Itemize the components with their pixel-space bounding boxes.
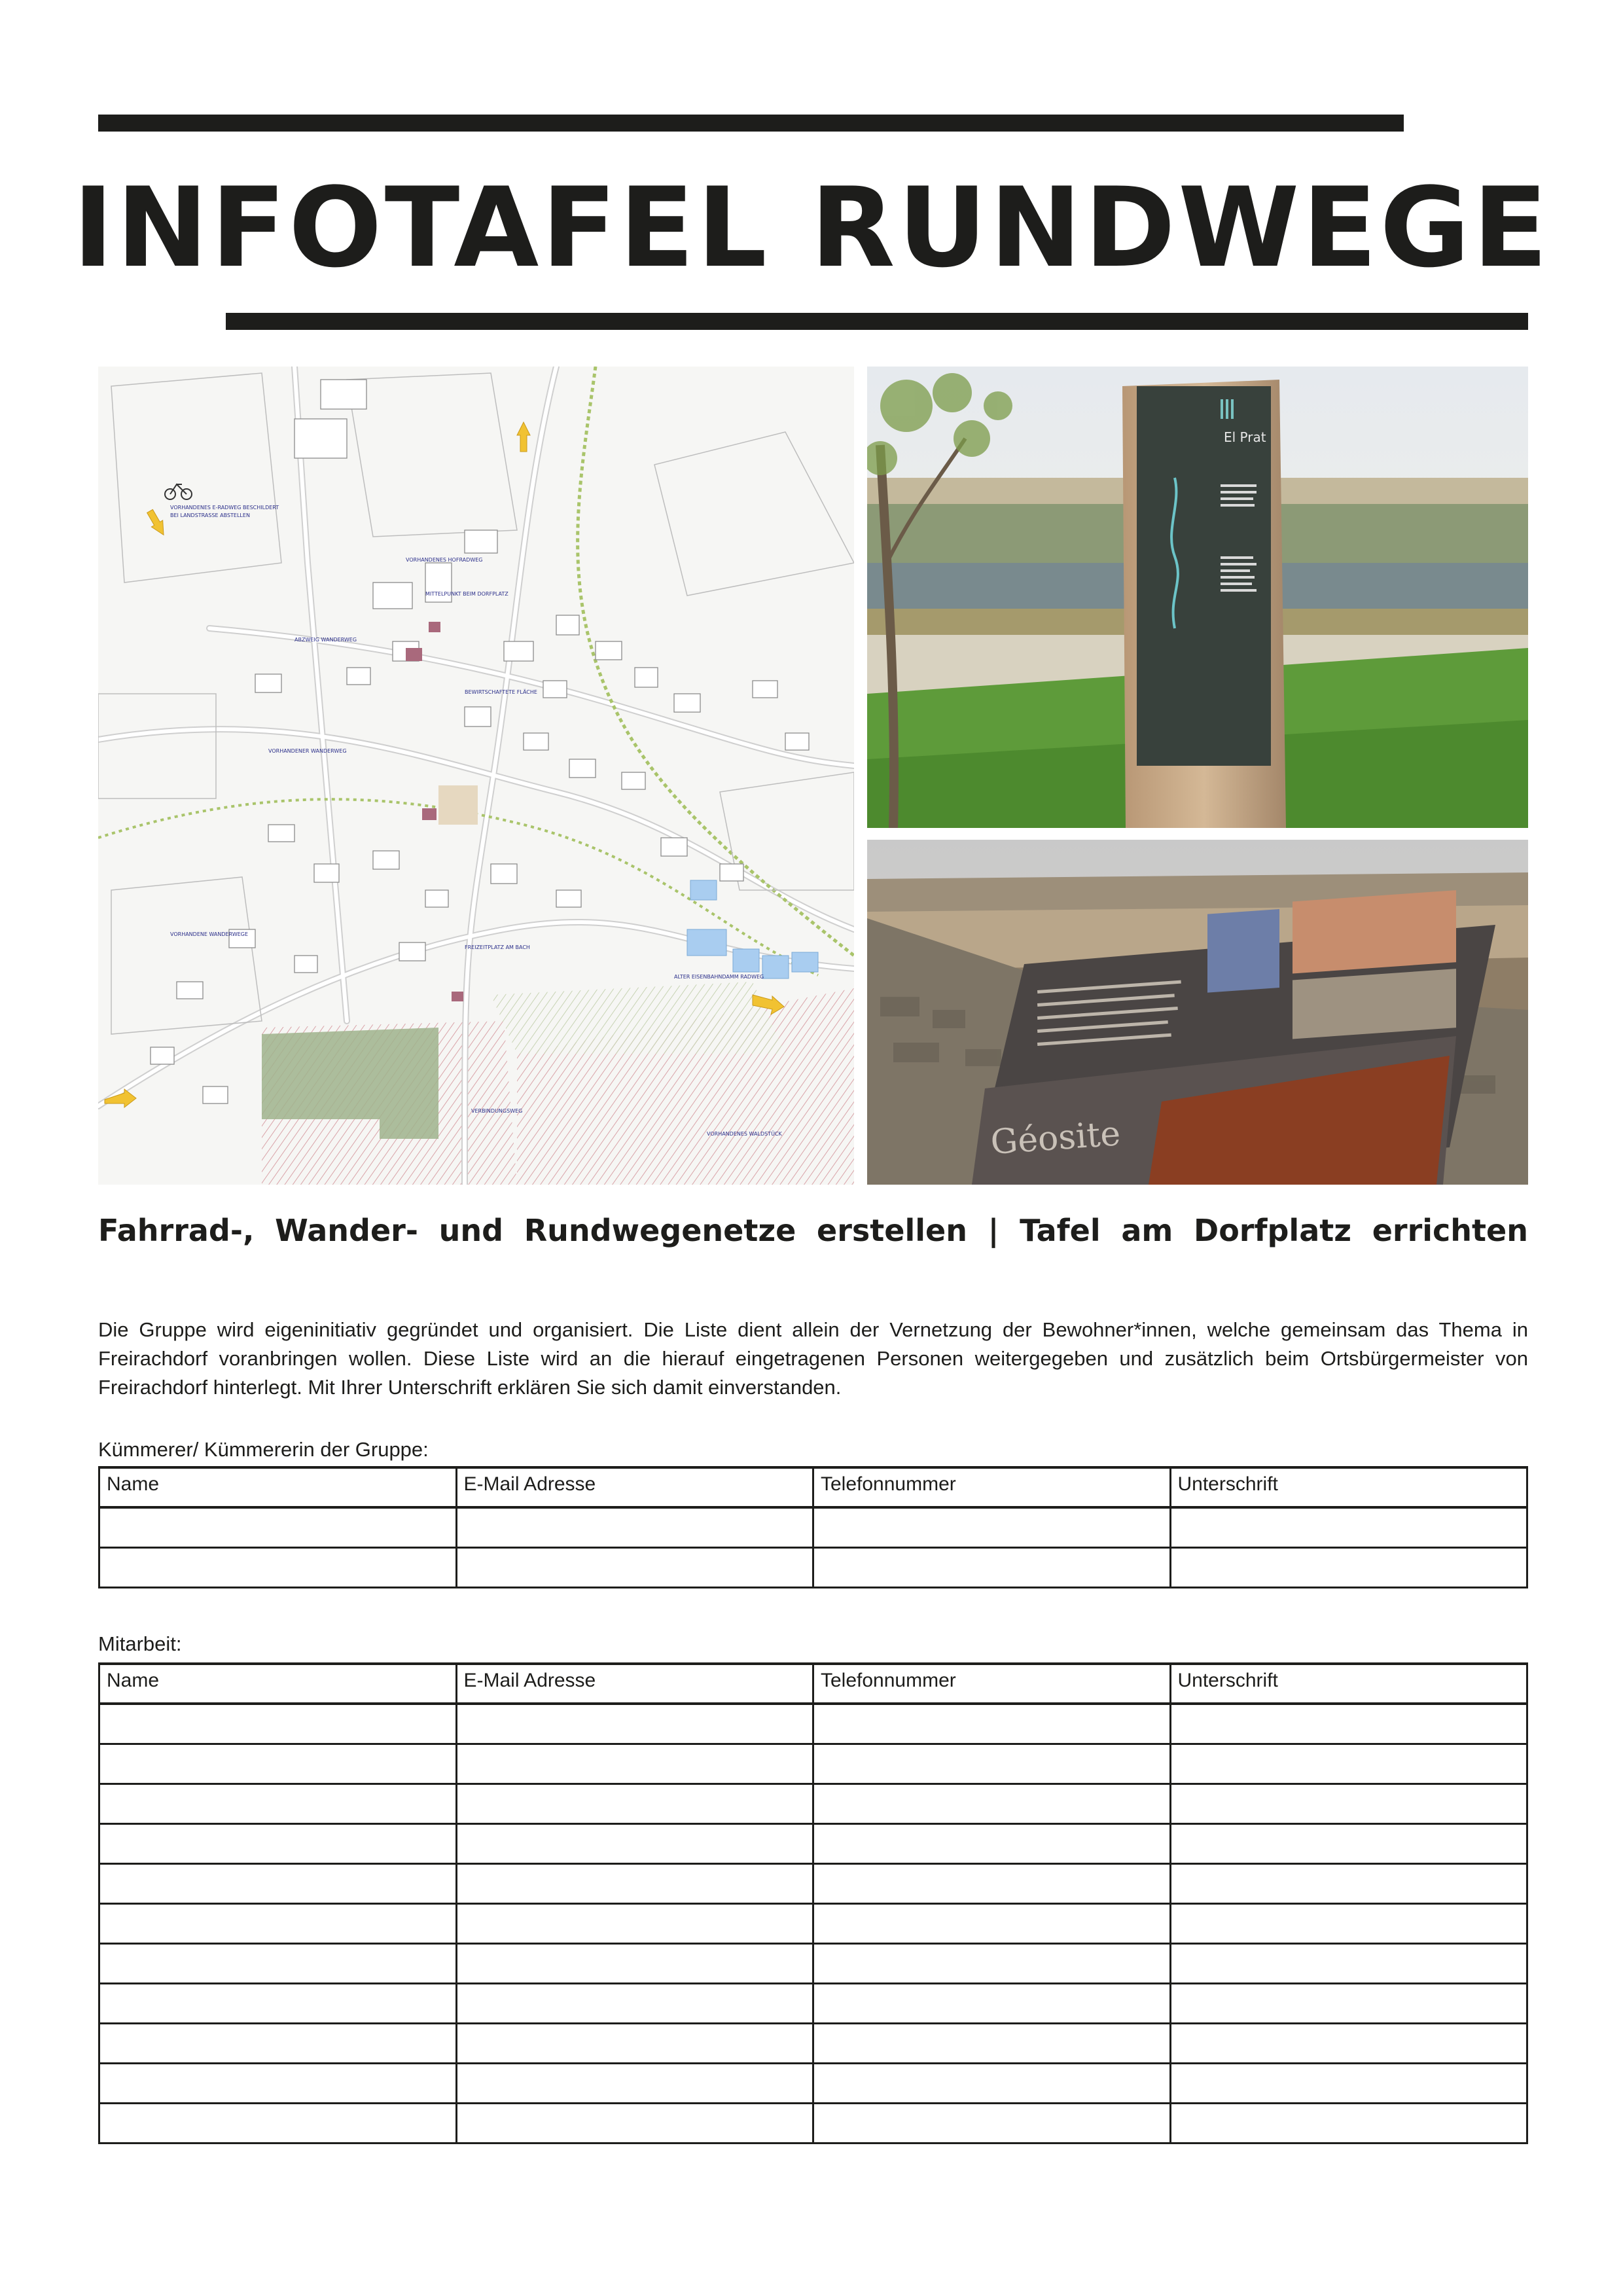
email-cell[interactable] xyxy=(456,2103,813,2143)
name-cell[interactable] xyxy=(99,1744,457,1784)
top-rule xyxy=(98,115,1404,132)
bottom-rule xyxy=(226,313,1528,330)
phone-cell[interactable] xyxy=(813,2063,1171,2103)
phone-cell[interactable] xyxy=(813,1983,1171,2023)
name-cell[interactable] xyxy=(99,1784,457,1823)
name-cell[interactable] xyxy=(99,2103,457,2143)
signature-cell[interactable] xyxy=(1170,1903,1527,1943)
signature-cell[interactable] xyxy=(1170,2023,1527,2063)
name-cell[interactable] xyxy=(99,1983,457,2023)
email-cell[interactable] xyxy=(456,1547,813,1587)
page-title: INFOTAFEL RUNDWEGE xyxy=(73,164,1550,292)
email-cell[interactable] xyxy=(456,1744,813,1784)
mitarbeit-label: Mitarbeit: xyxy=(98,1632,182,1655)
village-map-image xyxy=(98,367,854,1185)
name-cell[interactable] xyxy=(99,1507,457,1547)
svg-text:El Prat: El Prat xyxy=(1224,429,1266,445)
svg-text:VORHANDENES WALDSTÜCK: VORHANDENES WALDSTÜCK xyxy=(707,1131,782,1137)
phone-cell[interactable] xyxy=(813,1823,1171,1863)
column-header-phone: Telefonnummer xyxy=(813,1467,1171,1507)
mitarbeit-row xyxy=(99,1863,1527,1903)
signature-cell[interactable] xyxy=(1170,1863,1527,1903)
column-header-email: E-Mail Adresse xyxy=(456,1467,813,1507)
signpost-photo xyxy=(867,367,1528,828)
column-header-name: Name xyxy=(99,1467,457,1507)
svg-text:VORHANDENER WANDERWEG: VORHANDENER WANDERWEG xyxy=(268,748,347,754)
phone-cell[interactable] xyxy=(813,1903,1171,1943)
svg-text:ALTER EISENBAHNDAMM RADWEG: ALTER EISENBAHNDAMM RADWEG xyxy=(674,974,764,980)
phone-cell[interactable] xyxy=(813,1744,1171,1784)
email-cell[interactable] xyxy=(456,1983,813,2023)
phone-cell[interactable] xyxy=(813,1784,1171,1823)
name-cell[interactable] xyxy=(99,1903,457,1943)
phone-cell[interactable] xyxy=(813,1704,1171,1744)
email-cell[interactable] xyxy=(456,1784,813,1823)
name-cell[interactable] xyxy=(99,1704,457,1744)
name-cell[interactable] xyxy=(99,1943,457,1983)
email-cell[interactable] xyxy=(456,1823,813,1863)
svg-text:VORHANDENES E-RADWEG BESCHILDE: VORHANDENES E-RADWEG BESCHILDERT xyxy=(170,505,279,511)
column-header-email: E-Mail Adresse xyxy=(456,1664,813,1704)
mitarbeit-header-row xyxy=(99,1664,1527,1704)
signature-cell[interactable] xyxy=(1170,1784,1527,1823)
mitarbeit-row xyxy=(99,2103,1527,2143)
email-cell[interactable] xyxy=(456,1863,813,1903)
mitarbeit-row xyxy=(99,1943,1527,1983)
signature-cell[interactable] xyxy=(1170,1704,1527,1744)
column-header-phone: Telefonnummer xyxy=(813,1664,1171,1704)
signature-cell[interactable] xyxy=(1170,1823,1527,1863)
email-cell[interactable] xyxy=(456,2063,813,2103)
signature-cell[interactable] xyxy=(1170,2103,1527,2143)
mitarbeit-row xyxy=(99,1704,1527,1744)
svg-text:ABZWEIG WANDERWEG: ABZWEIG WANDERWEG xyxy=(294,637,357,643)
svg-text:BEWIRTSCHAFTETE FLÄCHE: BEWIRTSCHAFTETE FLÄCHE xyxy=(465,689,537,695)
email-cell[interactable] xyxy=(456,1507,813,1547)
mitarbeit-row xyxy=(99,2023,1527,2063)
svg-text:VERBINDUNGSWEG: VERBINDUNGSWEG xyxy=(471,1108,523,1114)
mitarbeit-row xyxy=(99,1784,1527,1823)
mitarbeit-row xyxy=(99,2063,1527,2103)
phone-cell[interactable] xyxy=(813,2103,1171,2143)
signature-cell[interactable] xyxy=(1170,1744,1527,1784)
svg-text:BEI LANDSTRASSE ABSTELLEN: BEI LANDSTRASSE ABSTELLEN xyxy=(170,512,250,518)
kuemmerer-row xyxy=(99,1547,1527,1587)
svg-text:MITTELPUNKT BEIM DORFPLATZ: MITTELPUNKT BEIM DORFPLATZ xyxy=(425,591,508,597)
email-cell[interactable] xyxy=(456,1704,813,1744)
svg-text:Géosite: Géosite xyxy=(989,1114,1122,1162)
intro-text: Die Gruppe wird eigeninitiativ gegründet und organisiert. Die Liste dient allein der Vernetzung der Bewohner*innen, welche gemeinsam das Thema in Freirachdorf voranbringen wollen. Diese Liste wird an die hierauf eingetragenen Personen weitergegeben und zusätzlich beim Ortsbürgermeister von Freirachdorf hinterlegt. Mit Ihrer Unterschrift erklären Sie sich damit einverstanden. xyxy=(98,1318,1528,1399)
email-cell[interactable] xyxy=(456,1943,813,1983)
signature-cell[interactable] xyxy=(1170,1547,1527,1587)
phone-cell[interactable] xyxy=(813,1863,1171,1903)
mitarbeit-table xyxy=(98,1662,1528,2144)
mitarbeit-row xyxy=(99,1903,1527,1943)
signature-cell[interactable] xyxy=(1170,1943,1527,1983)
mitarbeit-row xyxy=(99,1823,1527,1863)
name-cell[interactable] xyxy=(99,1547,457,1587)
name-cell[interactable] xyxy=(99,2023,457,2063)
signature-cell[interactable] xyxy=(1170,2063,1527,2103)
email-cell[interactable] xyxy=(456,1903,813,1943)
mitarbeit-row xyxy=(99,1744,1527,1784)
kuemmerer-row xyxy=(99,1507,1527,1547)
subtitle: Fahrrad-, Wander- und Rundwegenetze erstellen | Tafel am Dorfplatz errichten xyxy=(98,1213,1528,1248)
email-cell[interactable] xyxy=(456,2023,813,2063)
column-header-signature: Unterschrift xyxy=(1170,1664,1527,1704)
svg-text:VORHANDENES HOFRADWEG: VORHANDENES HOFRADWEG xyxy=(406,557,483,563)
svg-text:VORHANDENE WANDERWEGE: VORHANDENE WANDERWEGE xyxy=(170,931,249,937)
kuemmerer-table xyxy=(98,1466,1528,1588)
phone-cell[interactable] xyxy=(813,1507,1171,1547)
geosite-panel-photo xyxy=(867,840,1528,1185)
kuemmerer-header-row xyxy=(99,1467,1527,1507)
phone-cell[interactable] xyxy=(813,2023,1171,2063)
column-header-name: Name xyxy=(99,1664,457,1704)
phone-cell[interactable] xyxy=(813,1547,1171,1587)
column-header-signature: Unterschrift xyxy=(1170,1467,1527,1507)
name-cell[interactable] xyxy=(99,1863,457,1903)
svg-text:FREIZEITPLATZ AM BACH: FREIZEITPLATZ AM BACH xyxy=(465,944,530,950)
signature-cell[interactable] xyxy=(1170,1507,1527,1547)
name-cell[interactable] xyxy=(99,1823,457,1863)
kuemmerer-label: Kümmerer/ Kümmererin der Gruppe: xyxy=(98,1438,429,1461)
phone-cell[interactable] xyxy=(813,1943,1171,1983)
mitarbeit-row xyxy=(99,1983,1527,2023)
name-cell[interactable] xyxy=(99,2063,457,2103)
signature-cell[interactable] xyxy=(1170,1983,1527,2023)
